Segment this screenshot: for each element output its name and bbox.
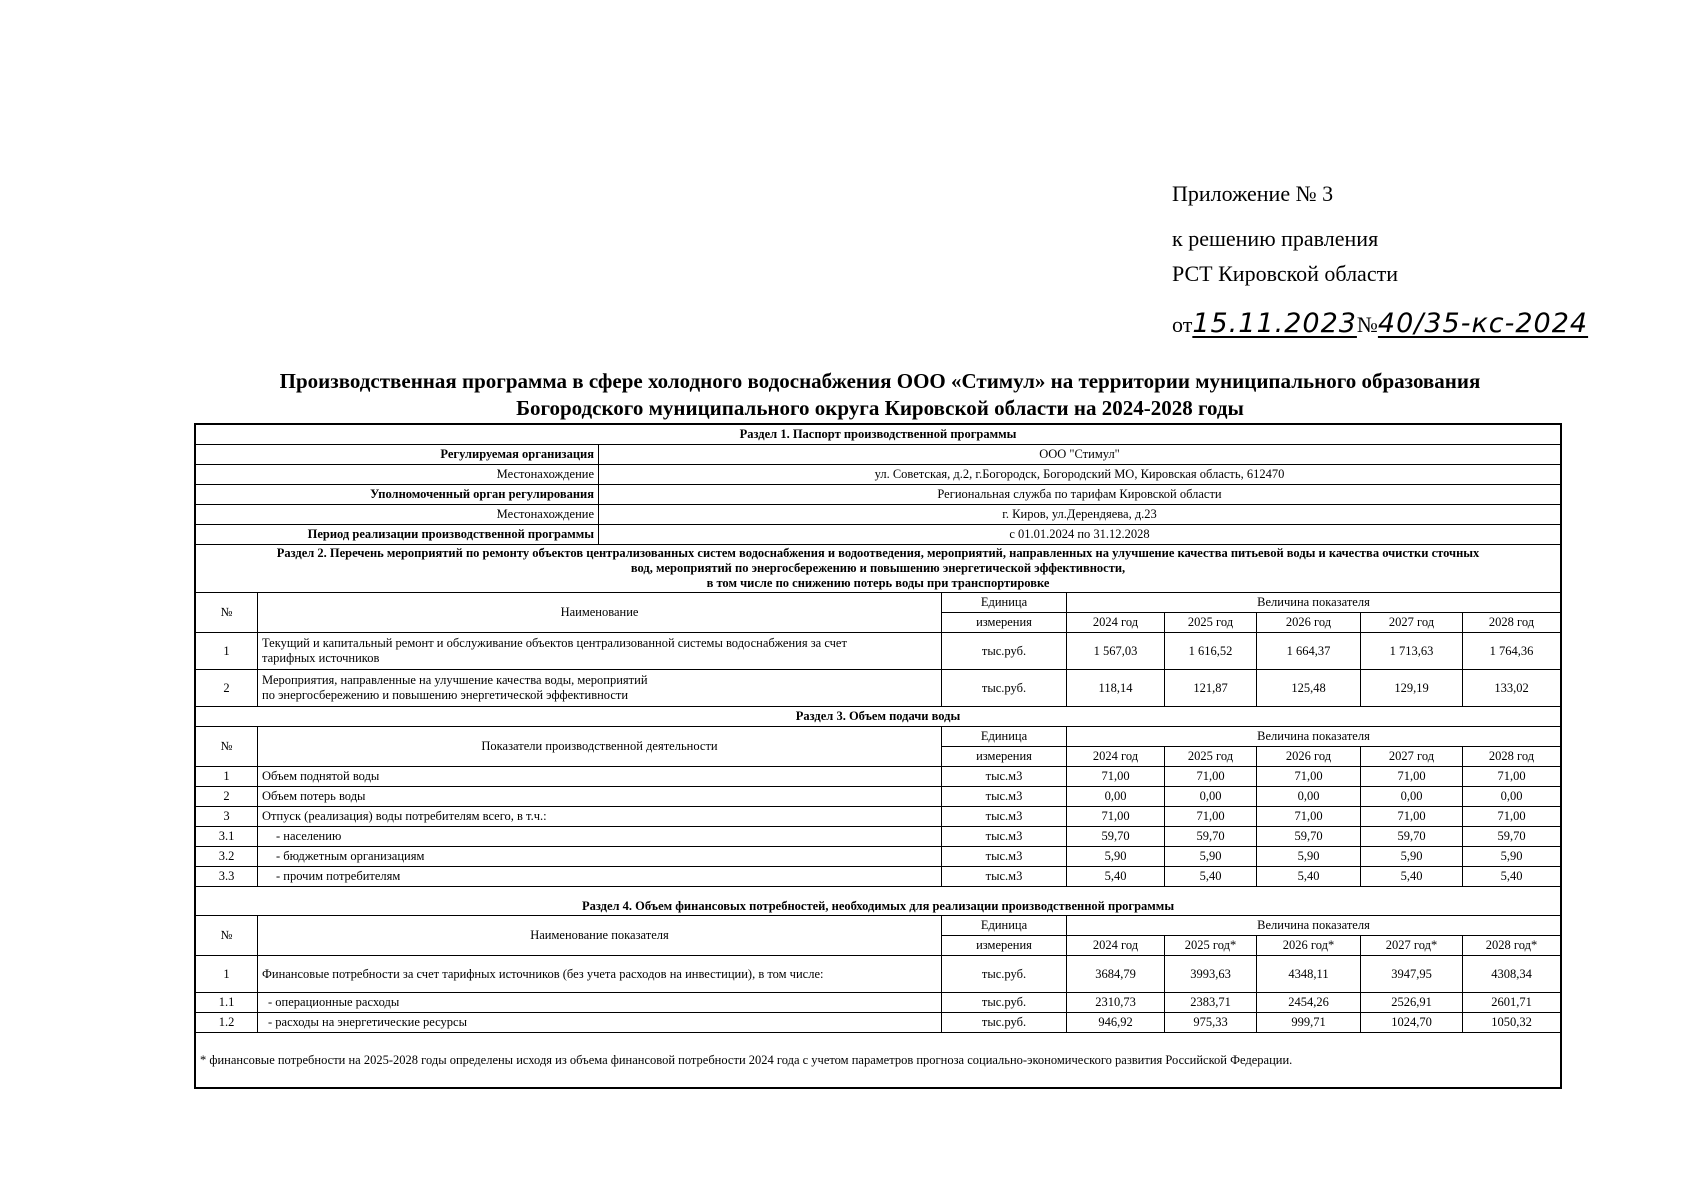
section3-title: Раздел 3. Объем подачи воды [196,707,1561,727]
row-value: 2454,26 [1257,993,1361,1013]
year-header: 2027 год [1361,747,1463,767]
row-value: 2526,91 [1361,993,1463,1013]
appendix-line-3: РСТ Кировской области [1172,261,1398,287]
row-value: 59,70 [1067,827,1165,847]
title-line-1: Производственная программа в сфере холодного водоснабжения ООО «Стимул» на территории муниципального образования [279,369,1481,393]
section1-title: Раздел 1. Паспорт производственной программы [196,425,1561,445]
row-num: 3.1 [196,827,258,847]
year-header: 2026 год [1257,747,1361,767]
row-name-line-1: Мероприятия, направленные на улучшение качества воды, мероприятий [262,673,648,687]
table-row [196,787,1561,807]
date-prefix: от [1172,311,1193,337]
passport-row [196,525,1561,545]
row-value: 71,00 [1067,807,1165,827]
row-value: 0,00 [1361,787,1463,807]
row-value: 5,40 [1463,867,1561,887]
row-value: 59,70 [1463,827,1561,847]
row-value: 71,00 [1463,807,1561,827]
table-row [196,633,1561,670]
row-value: 2601,71 [1463,993,1561,1013]
appendix-line-2: к решению правления [1172,226,1379,252]
row-unit: тыс.руб. [942,633,1067,670]
year-header: 2024 год [1067,613,1165,633]
passport-row [196,465,1561,485]
row-value: 0,00 [1463,787,1561,807]
row-value: 3947,95 [1361,956,1463,993]
row-name [258,633,942,670]
title-line-2: Богородского муниципального округа Кировской области на 2024-2028 годы [516,396,1244,420]
row-value: 5,90 [1361,847,1463,867]
passport-row [196,505,1561,525]
col-header-name: Наименование [258,593,942,633]
row-name: - расходы на энергетические ресурсы [258,1013,942,1033]
row-name: Финансовые потребности за счет тарифных источников (без учета расходов на инвестиции), в том числе: [258,956,942,993]
passport-value: Региональная служба по тарифам Кировской области [599,485,1561,505]
passport-label: Местонахождение [196,505,599,525]
col-header-unit-2: измерения [942,747,1067,767]
row-value: 5,40 [1067,867,1165,887]
col-header-unit: Единица [942,593,1067,613]
row-num: 2 [196,670,258,707]
passport-value: с 01.01.2024 по 31.12.2028 [599,525,1561,545]
row-value: 71,00 [1165,767,1257,787]
number-sign: № [1356,311,1378,337]
row-name-line-2: по энергосбережению и повышению энергетической эффективности [262,688,629,702]
row-value: 71,00 [1257,807,1361,827]
row-num: 1.2 [196,1013,258,1033]
row-value: 4348,11 [1257,956,1361,993]
row-name-line-1: Текущий и капитальный ремонт и обслуживание объектов централизованной системы водоснабжения за счет [262,636,847,650]
col-header-num: № [196,916,258,956]
section2-title-line-1: Раздел 2. Перечень мероприятий по ремонту объектов централизованных систем водоснабжения и водоотведения, мероприятий, направленных на улучшение качества питьевой воды и качества очистки сточных [276,546,1480,560]
row-unit: тыс.м3 [942,767,1067,787]
year-header: 2028 год* [1463,936,1561,956]
row-value: 129,19 [1361,670,1463,707]
row-value: 975,33 [1165,1013,1257,1033]
passport-label: Период реализации производственной программы [196,525,599,545]
row-value: 3993,63 [1165,956,1257,993]
row-name: - населению [258,827,942,847]
row-name: Объем поднятой воды [258,767,942,787]
row-name [258,670,942,707]
appendix-number: Приложение № 3 [1172,181,1334,206]
row-num: 3.2 [196,847,258,867]
appendix-date-line [1172,302,1588,345]
row-value: 5,90 [1067,847,1165,867]
row-value: 5,90 [1165,847,1257,867]
row-num: 1 [196,633,258,670]
row-value: 1 713,63 [1361,633,1463,670]
appendix-header [1172,176,1588,345]
row-num: 1.1 [196,993,258,1013]
row-value: 71,00 [1067,767,1165,787]
row-unit: тыс.м3 [942,867,1067,887]
table-row [196,670,1561,707]
document-title [195,368,1565,422]
section2-title-line-2: вод, мероприятий по энергосбережению и повышению энергетической эффективности, [630,561,1126,575]
row-name: - прочим потребителям [258,867,942,887]
col-header-value: Величина показателя [1067,916,1561,936]
passport-row [196,445,1561,465]
col-header-name: Наименование показателя [258,916,942,956]
row-num: 3.3 [196,867,258,887]
row-value: 118,14 [1067,670,1165,707]
year-header: 2027 год* [1361,936,1463,956]
row-name: - операционные расходы [258,993,942,1013]
table-row [196,827,1561,847]
passport-label: Уполномоченный орган регулирования [196,485,599,505]
section4-title: Раздел 4. Объем финансовых потребностей, необходимых для реализации производственной программы [196,887,1561,916]
row-value: 1050,32 [1463,1013,1561,1033]
footnote: * финансовые потребности на 2025-2028 годы определены исходя из объема финансовой потребности 2024 года с учетом параметров прогноза социально-экономического развития Российской Федерации. [196,1033,1561,1088]
col-header-name: Показатели производственной деятельности [258,727,942,767]
row-value: 0,00 [1067,787,1165,807]
row-value: 0,00 [1165,787,1257,807]
row-value: 125,48 [1257,670,1361,707]
row-value: 1 567,03 [1067,633,1165,670]
col-header-unit: Единица [942,916,1067,936]
row-value: 0,00 [1257,787,1361,807]
row-unit: тыс.м3 [942,847,1067,867]
handwritten-number: 40/35-кс-2024 [1377,307,1589,339]
row-value: 121,87 [1165,670,1257,707]
col-header-value: Величина показателя [1067,727,1561,747]
row-unit: тыс.руб. [942,1013,1067,1033]
col-header-unit: Единица [942,727,1067,747]
row-value: 2383,71 [1165,993,1257,1013]
row-value: 1 616,52 [1165,633,1257,670]
row-unit: тыс.руб. [942,993,1067,1013]
row-value: 71,00 [1361,807,1463,827]
col-header-num: № [196,727,258,767]
table-row [196,767,1561,787]
row-value: 5,90 [1257,847,1361,867]
year-header: 2028 год [1463,747,1561,767]
row-value: 1 664,37 [1257,633,1361,670]
year-header: 2024 год [1067,747,1165,767]
row-value: 4308,34 [1463,956,1561,993]
year-header: 2028 год [1463,613,1561,633]
row-unit: тыс.м3 [942,807,1067,827]
row-num: 3 [196,807,258,827]
row-value: 71,00 [1257,767,1361,787]
year-header: 2025 год [1165,747,1257,767]
passport-value: ООО "Стимул" [599,445,1561,465]
col-header-num: № [196,593,258,633]
row-value: 2310,73 [1067,993,1165,1013]
row-unit: тыс.руб. [942,670,1067,707]
row-unit: тыс.руб. [942,956,1067,993]
row-value: 59,70 [1257,827,1361,847]
program-table [195,424,1561,1088]
row-value: 5,40 [1257,867,1361,887]
row-name: - бюджетным организациям [258,847,942,867]
row-value: 946,92 [1067,1013,1165,1033]
row-value: 5,40 [1165,867,1257,887]
row-name-line-2: тарифных источников [262,651,380,665]
section2-title-line-3: в том числе по снижению потерь воды при транспортировке [706,576,1050,590]
row-value: 999,71 [1257,1013,1361,1033]
col-header-unit-2: измерения [942,613,1067,633]
row-value: 71,00 [1361,767,1463,787]
year-header: 2026 год [1257,613,1361,633]
row-num: 1 [196,767,258,787]
row-value: 3684,79 [1067,956,1165,993]
section2-title [196,545,1561,593]
table-row [196,1013,1561,1033]
passport-row [196,485,1561,505]
table-row [196,867,1561,887]
row-value: 59,70 [1361,827,1463,847]
passport-value: г. Киров, ул.Дерендяева, д.23 [599,505,1561,525]
row-value: 5,90 [1463,847,1561,867]
row-value: 71,00 [1463,767,1561,787]
row-unit: тыс.м3 [942,787,1067,807]
row-value: 1024,70 [1361,1013,1463,1033]
year-header: 2025 год [1165,613,1257,633]
row-value: 59,70 [1165,827,1257,847]
table-row [196,807,1561,827]
row-value: 5,40 [1361,867,1463,887]
year-header: 2024 год [1067,936,1165,956]
passport-value: ул. Советская, д.2, г.Богородск, Богородский МО, Кировская область, 612470 [599,465,1561,485]
col-header-value: Величина показателя [1067,593,1561,613]
table-row [196,993,1561,1013]
year-header: 2025 год* [1165,936,1257,956]
row-name: Объем потерь воды [258,787,942,807]
row-name: Отпуск (реализация) воды потребителям всего, в т.ч.: [258,807,942,827]
year-header: 2026 год* [1257,936,1361,956]
year-header: 2027 год [1361,613,1463,633]
row-value: 71,00 [1165,807,1257,827]
row-value: 133,02 [1463,670,1561,707]
row-unit: тыс.м3 [942,827,1067,847]
passport-label: Местонахождение [196,465,599,485]
row-value: 1 764,36 [1463,633,1561,670]
handwritten-date: 15.11.2023 [1192,307,1357,339]
table-row [196,847,1561,867]
table-row [196,956,1561,993]
col-header-unit-2: измерения [942,936,1067,956]
passport-label: Регулируемая организация [196,445,599,465]
row-num: 2 [196,787,258,807]
row-num: 1 [196,956,258,993]
